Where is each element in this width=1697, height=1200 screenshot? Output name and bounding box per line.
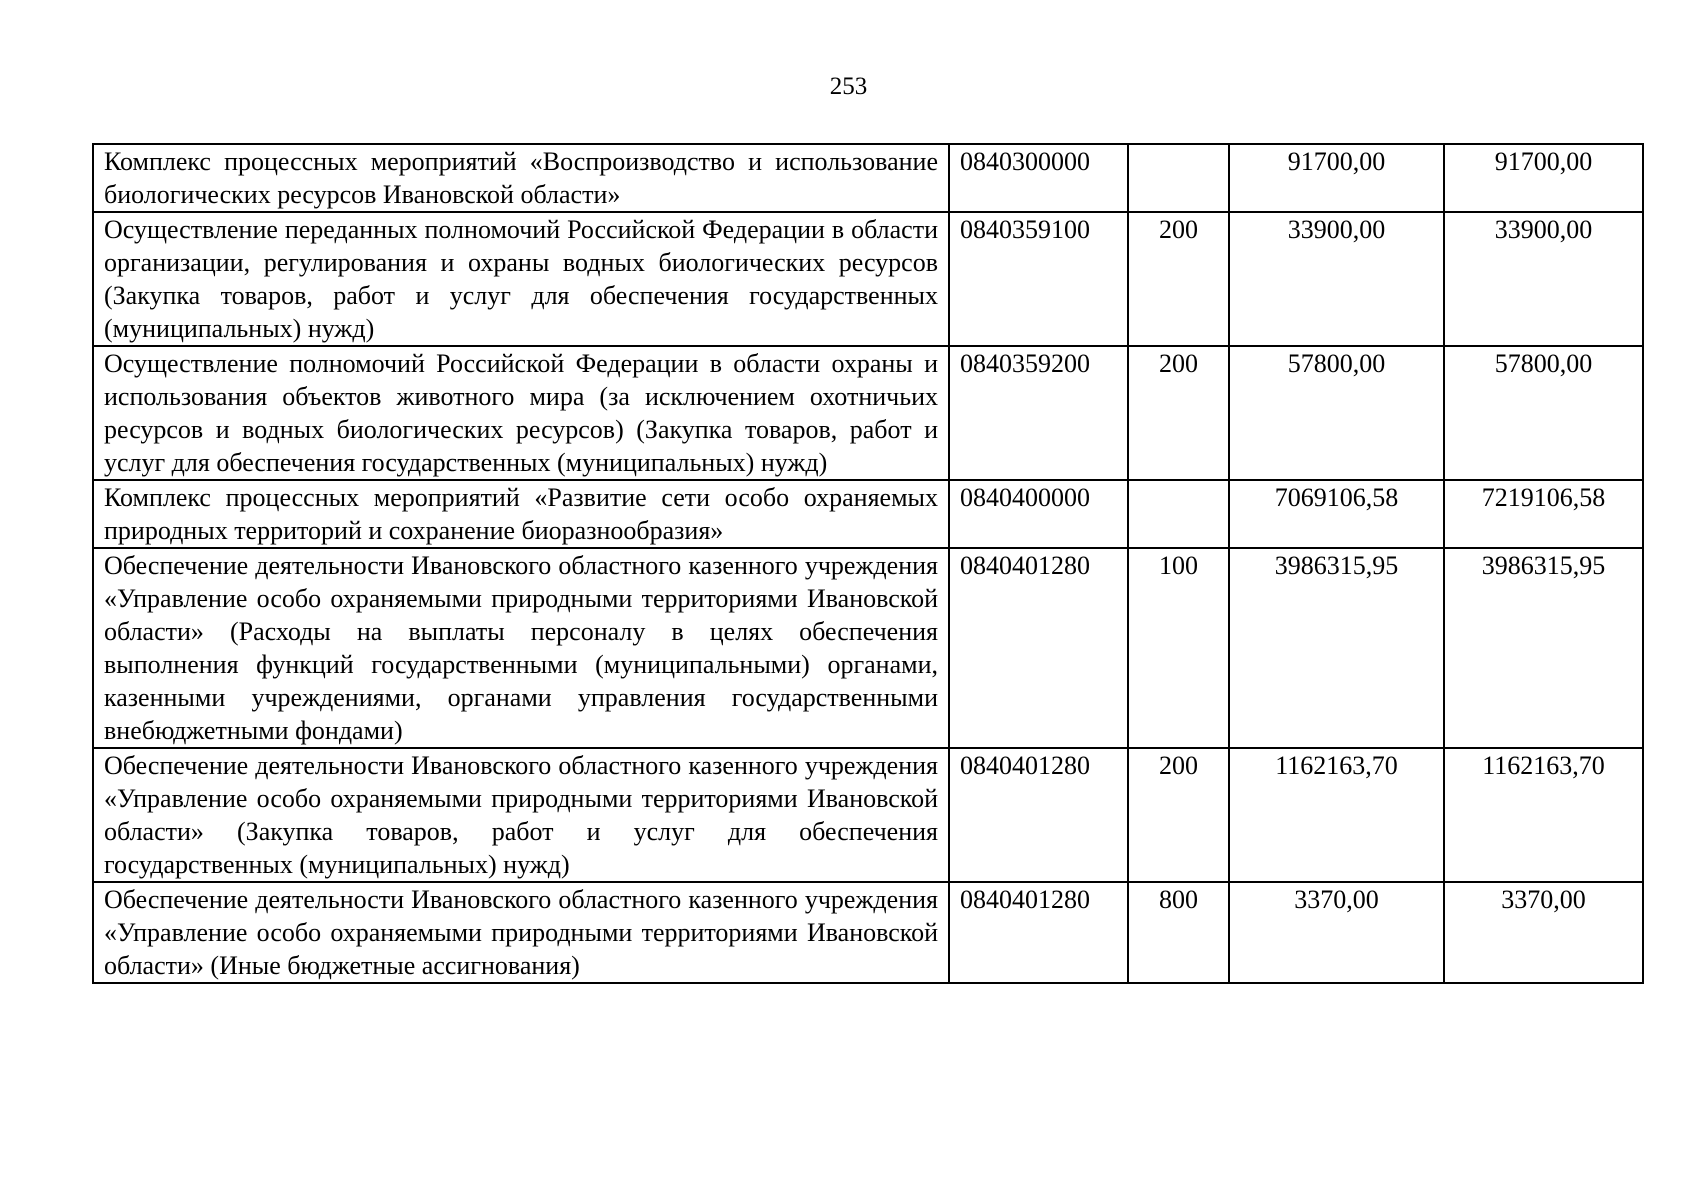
target-code-cell: 0840400000: [949, 480, 1128, 548]
table-row: [93, 212, 1643, 346]
table-row: [93, 882, 1643, 983]
table-row: [93, 346, 1643, 480]
target-code-cell: 0840401280: [949, 882, 1128, 983]
sum-year2-cell: 57800,00: [1444, 346, 1643, 480]
expense-type-cell: [1128, 144, 1229, 212]
sum-year1-cell: 3370,00: [1229, 882, 1444, 983]
table-row: [93, 748, 1643, 882]
expense-type-cell: 100: [1128, 548, 1229, 748]
sum-year2-cell: 3986315,95: [1444, 548, 1643, 748]
sum-year1-cell: 3986315,95: [1229, 548, 1444, 748]
expense-type-cell: 200: [1128, 346, 1229, 480]
sum-year2-cell: 7219106,58: [1444, 480, 1643, 548]
sum-year2-cell: 3370,00: [1444, 882, 1643, 983]
table-row: [93, 144, 1643, 212]
page-number: 253: [829, 73, 868, 100]
sum-year1-cell: 57800,00: [1229, 346, 1444, 480]
sum-year1-cell: 7069106,58: [1229, 480, 1444, 548]
row-name-cell: Обеспечение деятельности Ивановского областного казенного учреждения «Управление особо охраняемыми природными территориями Ивановской области» (Иные бюджетные ассигнования): [93, 882, 949, 983]
row-name-cell: Обеспечение деятельности Ивановского областного казенного учреждения «Управление особо охраняемыми природными территориями Ивановской области» (Расходы на выплаты персоналу в целях обеспечения выполнения функций государственными (муниципальными) органами, казенными учреждениями, органами управления государственными внебюджетными фондами): [93, 548, 949, 748]
row-name-cell: Обеспечение деятельности Ивановского областного казенного учреждения «Управление особо охраняемыми природными территориями Ивановской области» (Закупка товаров, работ и услуг для обеспечения государственных (муниципальных) нужд): [93, 748, 949, 882]
sum-year2-cell: 1162163,70: [1444, 748, 1643, 882]
target-code-cell: 0840401280: [949, 548, 1128, 748]
expense-type-cell: [1128, 480, 1229, 548]
sum-year2-cell: 33900,00: [1444, 212, 1643, 346]
expense-type-cell: 200: [1128, 748, 1229, 882]
target-code-cell: 0840359100: [949, 212, 1128, 346]
expense-type-cell: 800: [1128, 882, 1229, 983]
row-name-cell: Осуществление полномочий Российской Федерации в области охраны и использования объектов животного мира (за исключением охотничьих ресурсов и водных биологических ресурсов) (Закупка товаров, работ и услуг для обеспечения государственных (муниципальных) нужд): [93, 346, 949, 480]
budget-table: [92, 143, 1644, 984]
expense-type-cell: 200: [1128, 212, 1229, 346]
row-name-cell: Комплекс процессных мероприятий «Развитие сети особо охраняемых природных территорий и сохранение биоразнообразия»: [93, 480, 949, 548]
row-name-cell: Осуществление переданных полномочий Российской Федерации в области организации, регулирования и охраны водных биологических ресурсов (Закупка товаров, работ и услуг для обеспечения государственных (муниципальных) нужд): [93, 212, 949, 346]
sum-year1-cell: 1162163,70: [1229, 748, 1444, 882]
sum-year1-cell: 91700,00: [1229, 144, 1444, 212]
sum-year1-cell: 33900,00: [1229, 212, 1444, 346]
table-row: [93, 480, 1643, 548]
target-code-cell: 0840401280: [949, 748, 1128, 882]
table-row: [93, 548, 1643, 748]
sum-year2-cell: 91700,00: [1444, 144, 1643, 212]
target-code-cell: 0840300000: [949, 144, 1128, 212]
target-code-cell: 0840359200: [949, 346, 1128, 480]
row-name-cell: Комплекс процессных мероприятий «Воспроизводство и использование биологических ресурсов Ивановской области»: [93, 144, 949, 212]
